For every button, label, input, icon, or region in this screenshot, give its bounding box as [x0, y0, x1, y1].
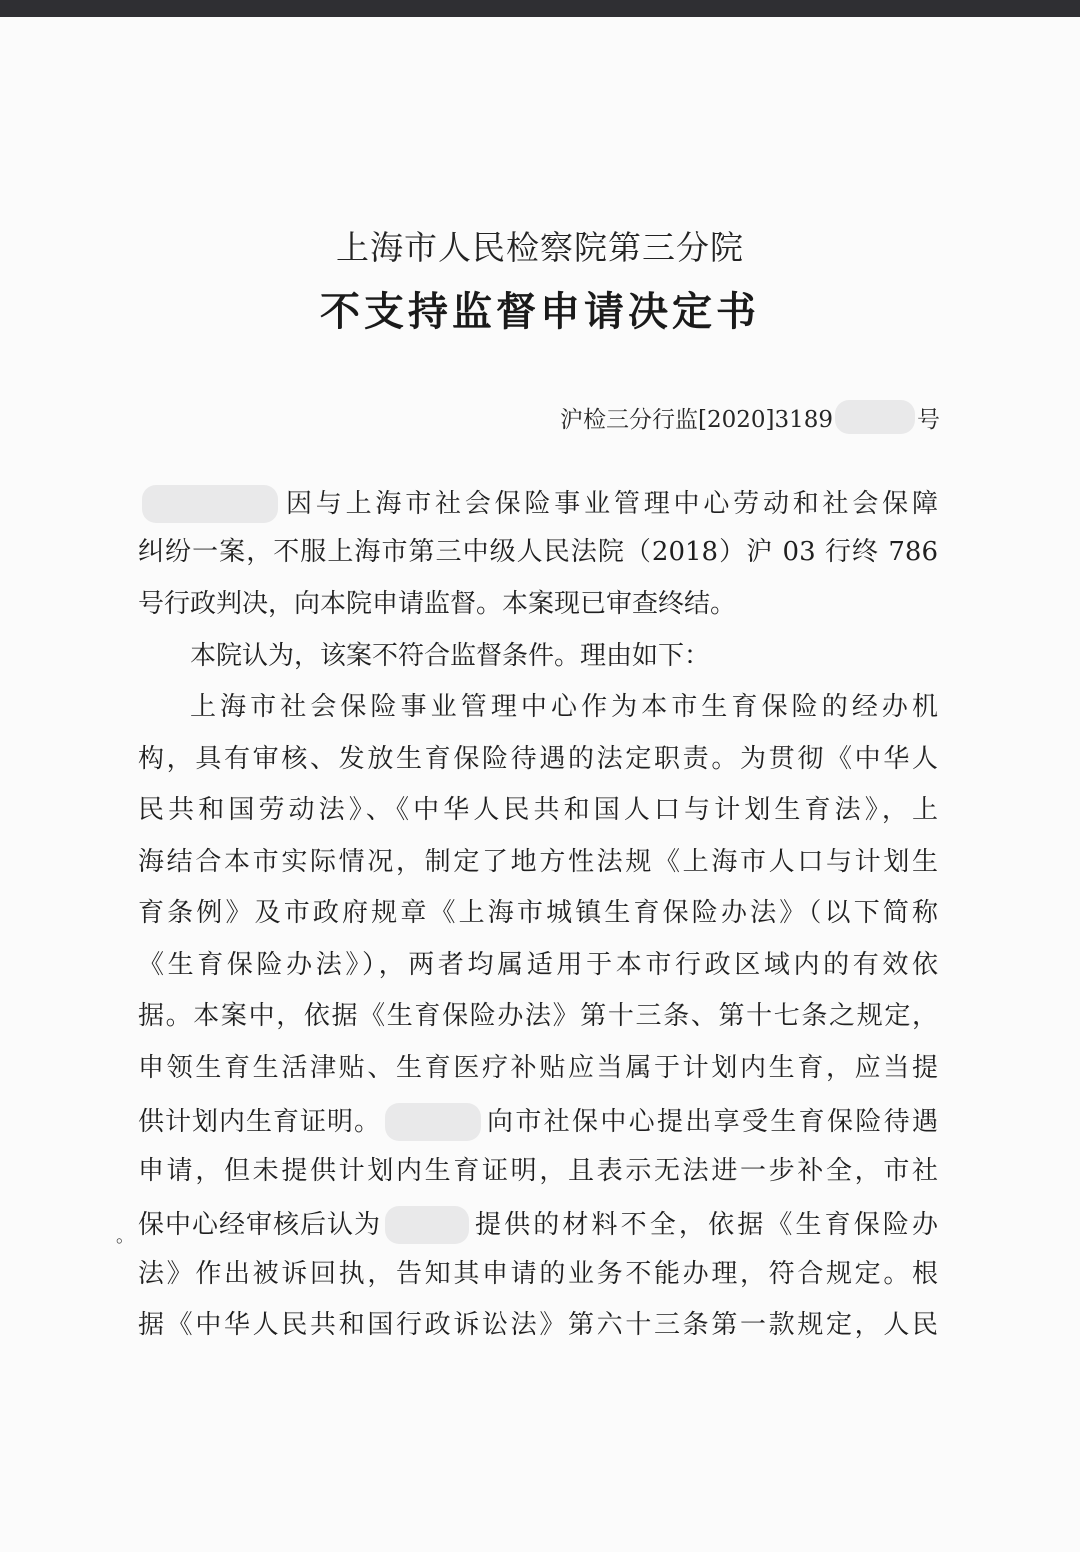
paragraph2: 本院认为，该案不符合监督条件。理由如下：: [190, 641, 711, 671]
paragraph3-line7: 据。本案中，依据《生育保险办法》第十三条、第十七条之规定，: [138, 1001, 938, 1031]
paragraph3-line3: 民共和国劳动法》、《中华人民共和国人口与计划生育法》，上: [138, 795, 938, 825]
paragraph3-line6: 《生育保险办法》），两者均属适用于本市行政区域内的有效依: [138, 950, 938, 980]
paragraph3-line5: 育条例》及市政府规章《上海市城镇生育保险办法》（以下简称: [138, 898, 938, 928]
redacted-name: [142, 485, 278, 523]
redacted-name: [385, 1103, 481, 1141]
top-bar: [0, 0, 1080, 17]
paragraph1-line1-row: [142, 485, 938, 523]
document-title: 不支持监督申请决定书: [320, 288, 760, 335]
paragraph3-line8: 申领生育生活津贴、生育医疗补贴应当属于计划内生育，应当提: [138, 1053, 938, 1083]
paragraph3-line9-row: [138, 1103, 938, 1141]
paragraph1-line1: 因与上海市社会保险事业管理中心劳动和社会保障: [286, 489, 938, 519]
paragraph3-line9-b: 向市社保中心提出享受生育保险待遇: [487, 1107, 938, 1137]
document-number: [560, 400, 940, 434]
paragraph3-line13: 据《中华人民共和国行政诉讼法》第六十三条第一款规定，人民: [138, 1310, 938, 1340]
paragraph3-line4: 海结合本市实际情况，制定了地方性法规《上海市人口与计划生: [138, 847, 938, 877]
paragraph3-line11-row: [138, 1206, 938, 1244]
paragraph1-line2: 纠纷一案，不服上海市第三中级人民法院（2018）沪 03 行终 786: [138, 537, 938, 567]
document-number-prefix: 沪检三分行监[2020]3189: [559, 406, 833, 433]
document-number-suffix: 号: [917, 406, 940, 433]
redacted-name: [385, 1206, 469, 1244]
organization-title: 上海市人民检察院第三分院: [336, 228, 744, 267]
redacted-number: [835, 400, 915, 434]
paragraph1-line3: 号行政判决，向本院申请监督。本案现已审查终结。: [138, 589, 737, 619]
paragraph3-line11-b: 提供的材料不全，依据《生育保险办: [475, 1210, 938, 1240]
paragraph3-line9-a: 供计划内生育证明。: [138, 1107, 382, 1137]
paragraph3-line11-a: 保中心经审核后认为: [138, 1210, 382, 1240]
paragraph3-line10: 申请，但未提供计划内生育证明，且表示无法进一步补全，市社: [138, 1156, 938, 1186]
margin-dot: 。: [116, 1226, 134, 1247]
paragraph3-line12: 法》作出被诉回执，告知其申请的业务不能办理，符合规定。根: [138, 1259, 938, 1289]
paragraph3-line1: 上海市社会保险事业管理中心作为本市生育保险的经办机: [190, 692, 938, 722]
paragraph3-line2: 构，具有审核、发放生育保险待遇的法定职责。为贯彻《中华人: [138, 744, 938, 774]
